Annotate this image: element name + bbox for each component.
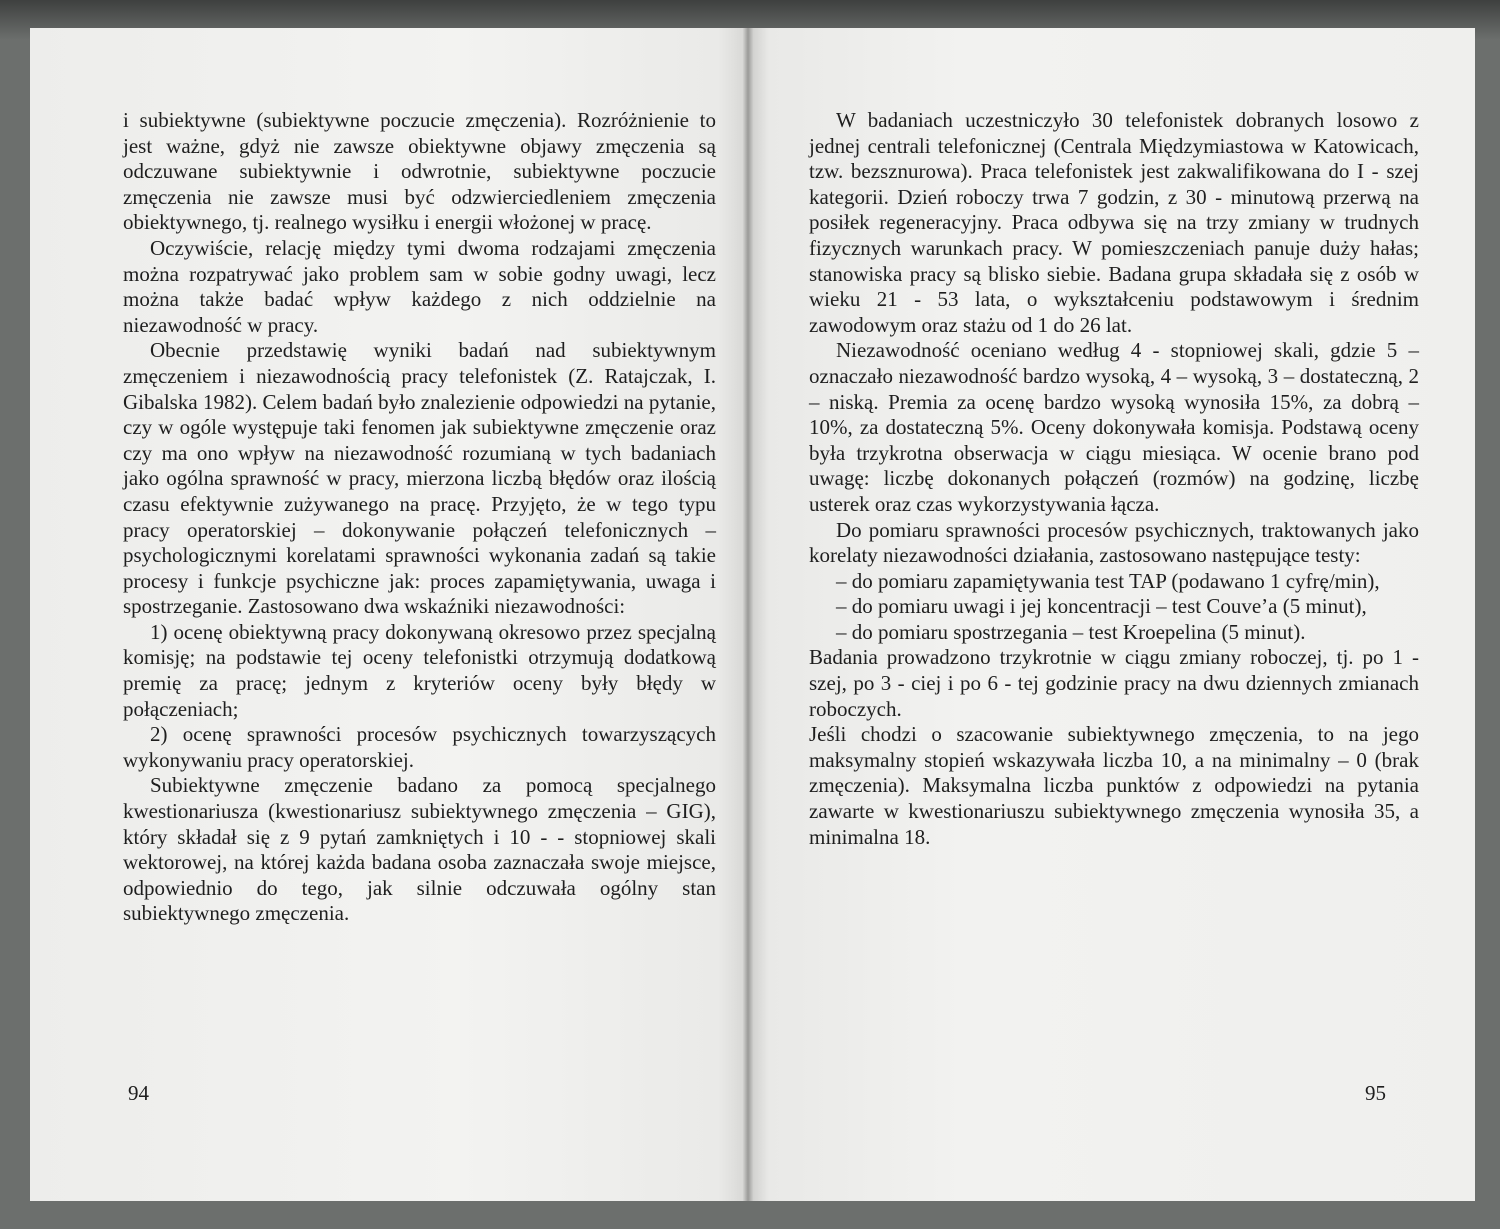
list-item: – do pomiaru uwagi i jej koncentracji – test Couve’a (5 minut), — [836, 594, 1367, 619]
book-gutter — [743, 28, 753, 1201]
paragraph: Oczywiście, relację między tymi dwoma rodzajami zmęczenia można rozpatrywać jako problem sam w sobie godny uwagi, lecz można także badać wpływ każdego z nich oddzielnie na niezawodność w pracy. — [123, 235, 716, 337]
right-page — [747, 28, 1475, 1201]
page-number: 95 — [1365, 1081, 1386, 1105]
paragraph: i subiektywne (subiektywne poczucie zmęczenia). Rozróżnienie to jest ważne, gdyż nie zawsze obiektywne objawy zmęczenia są odczuwane subiektywnie i odwrotnie, subiektywne poczucie zmęczenia nie zawsze musi być odzwierciedleniem zmęczenia obiektywnego, tj. realnego wysiłku i energii włożonej w pracę. — [123, 108, 716, 235]
paragraph: Niezawodność oceniano według 4 - stopniowej skali, gdzie 5 – oznaczało niezawodność bardzo wysoką, 4 – wysoką, 3 – dostateczną, 2 – niską. Premia za ocenę bardzo wysoką wynosiła 15%, za dobrą – 10%, za dostateczną 5%. Oceny dokonywała komisja. Podstawą oceny była trzykrotna obserwacja w ciągu miesiąca. W ocenie brano pod uwagę: liczbę dokonanych połączeń (rozmów) na godzinę, liczbę usterek oraz czas wykorzystywania łącza. — [809, 338, 1419, 516]
paragraph: Obecnie przedstawię wyniki badań nad subiektywnym zmęczeniem i niezawodnością pracy telefonistek (Z. Ratajczak, I. Gibalska 1982). Celem badań było znalezienie odpowiedzi na pytanie, czy w ogóle występuje taki fenomen jak subiektywne zmęczenie oraz czy ma ono wpływ na niezawodność rozumianą w tych badaniach jako ogólna sprawność w pracy, mierzona liczbą błędów oraz ilością czasu efektywnie zużywanego na pracę. Przyjęto, że w tego typu pracy operatorskiej – dokonywanie połączeń telefonicznych – psychologicznymi korelatami sprawności wykonania zadań są takie procesy i funkcje psychiczne jak: proces zapamiętywania, uwaga i spostrzeganie. Zastosowano dwa wskaźniki niezawodności: — [123, 338, 716, 619]
paragraph: Badania prowadzono trzykrotnie w ciągu zmiany roboczej, tj. po 1 - szej, po 3 - ciej i po 6 - tej godzinie pracy na dwu dziennych zmianach roboczych. — [809, 645, 1419, 721]
paragraph: Do pomiaru sprawności procesów psychicznych, traktowanych jako korelaty niezawodności działania, zastosowano następujące testy: — [809, 517, 1419, 568]
paragraph: 1) ocenę obiektywną pracy dokonywaną okresowo przez specjalną komisję; na podstawie tej oceny telefonistki otrzymują dodatkową premię za pracę; jednym z kryteriów oceny były błędy w połączeniach; — [123, 619, 716, 721]
paragraph: W badaniach uczestniczyło 30 telefonistek dobranych losowo z jednej centrali telefonicznej (Centrala Międzymiastowa w Katowicach, tzw. bezsznurowa). Praca telefonistek jest zakwalifikowana do I - szej kategorii. Dzień roboczy trwa 7 godzin, z 30 - minutową przerwą na posiłek regeneracyjny. Praca odbywa się na trzy zmiany w trudnych fizycznych warunkach pracy. W pomieszczeniach panuje duży hałas; stanowiska pracy są blisko siebie. Badana grupa składała się z osób w wieku 21 - 53 lata, o wykształceniu podstawowym i średnim zawodowym oraz stażu od 1 do 26 lat. — [809, 108, 1419, 337]
paragraph: 2) ocenę sprawności procesów psychicznych towarzyszących wykonywaniu pracy operatorskiej. — [123, 722, 716, 772]
right-page-text — [809, 108, 1419, 850]
list-item: – do pomiaru spostrzegania – test Kroepelina (5 minut). — [836, 619, 1306, 644]
list-item: – do pomiaru zapamiętywania test TAP (podawano 1 cyfrę/min), — [836, 568, 1380, 593]
left-page-text — [123, 108, 716, 927]
paragraph: Jeśli chodzi o szacowanie subiektywnego zmęczenia, to na jego maksymalny stopień wskazywała liczba 10, a na minimalny – 0 (brak zmęczenia). Maksymalna liczba punktów z odpowiedzi na pytania zawarte w kwestionariuszu subiektywnego zmęczenia wynosiła 35, a minimalna 18. — [809, 722, 1419, 849]
paragraph: Subiektywne zmęczenie badano za pomocą specjalnego kwestionariusza (kwestionariusz subiektywnego zmęczenia – GIG), który składał się z 9 pytań zamkniętych i 10 - - stopniowej skali wektorowej, na której każda badana osoba zaznaczała swoje miejsce, odpowiednio do tego, jak silnie odczuwała ogólny stan subiektywnego zmęczenia. — [123, 773, 716, 926]
open-book-spread — [30, 28, 1475, 1201]
left-page — [30, 28, 747, 1201]
page-number: 94 — [128, 1081, 149, 1105]
